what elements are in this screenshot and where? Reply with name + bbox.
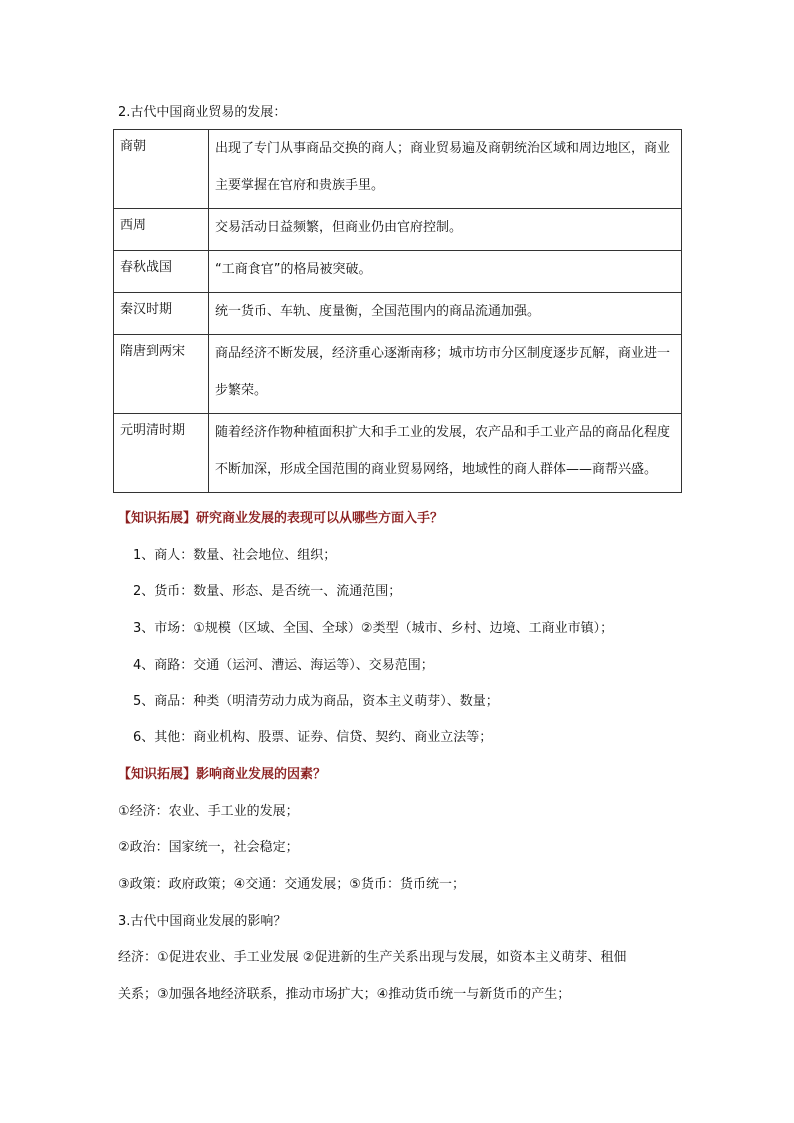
period-cell: 商朝 — [114, 130, 209, 209]
economy-impact-line: 关系；③加强各地经济联系，推动市场扩大；④推动货币统一与新货币的产生； — [118, 987, 571, 1002]
table-row — [114, 209, 682, 251]
list-item: 1、商人：数量、社会地位、组织； — [133, 548, 337, 563]
section-heading-3: 3.古代中国商业发展的影响？ — [118, 914, 287, 929]
economy-impact-line: 经济：①促进农业、手工业发展 ②促进新的生产关系出现与发展，如资本主义萌芽、租佃 — [118, 950, 627, 965]
period-cell: 秦汉时期 — [114, 293, 209, 335]
period-cell: 西周 — [114, 209, 209, 251]
factor-item: ②政治：国家统一，社会稳定； — [118, 840, 299, 855]
factor-item: ③政策：政府政策；④交通：交通发展；⑤货币：货币统一； — [118, 877, 465, 892]
table-row — [114, 251, 682, 293]
content-cell: 统一货币、车轨、度量衡，全国范围内的商品流通加强。 — [209, 293, 682, 335]
content-cell: 随着经济作物种植面积扩大和手工业的发展，农产品和手工业产品的商品化程度不断加深，形成全国范围的商业贸易网络，地域性的商人群体——商帮兴盛。 — [209, 414, 682, 493]
commerce-periods-table — [113, 129, 682, 493]
content-cell: 商品经济不断发展，经济重心逐渐南移；城市坊市分区制度逐步瓦解，商业进一步繁荣。 — [209, 335, 682, 414]
period-cell: 春秋战国 — [114, 251, 209, 293]
list-item: 4、商路：交通（运河、漕运、海运等）、交易范围； — [133, 658, 434, 673]
content-cell: 出现了专门从事商品交换的商人；商业贸易遍及商朝统治区域和周边地区，商业主要掌握在官府和贵族手里。 — [209, 130, 682, 209]
content-cell: 交易活动日益频繁，但商业仍由官府控制。 — [209, 209, 682, 251]
table-row — [114, 414, 682, 493]
content-cell: “工商食官”的格局被突破。 — [209, 251, 682, 293]
list-item: 3、市场：①规模（区域、全国、全球）②类型（城市、乡村、边境、工商业市镇）； — [133, 621, 614, 636]
knowledge-extension-heading: 【知识拓展】研究商业发展的表现可以从哪些方面入手？ — [118, 511, 444, 526]
period-cell: 隋唐到两宋 — [114, 335, 209, 414]
list-item: 2、货币：数量、形态、是否统一、流通范围； — [133, 584, 402, 599]
list-item: 6、其他：商业机构、股票、证券、信贷、契约、商业立法等； — [133, 730, 493, 745]
table-row — [114, 130, 682, 209]
section-heading-2: 2.古代中国商业贸易的发展： — [118, 105, 287, 120]
list-item: 5、商品：种类（明清劳动力成为商品，资本主义萌芽）、数量； — [133, 694, 499, 709]
table-row — [114, 293, 682, 335]
factor-item: ①经济：农业、手工业的发展； — [118, 804, 299, 819]
table-row — [114, 335, 682, 414]
knowledge-extension-heading: 【知识拓展】影响商业发展的因素？ — [118, 767, 327, 782]
period-cell: 元明清时期 — [114, 414, 209, 493]
